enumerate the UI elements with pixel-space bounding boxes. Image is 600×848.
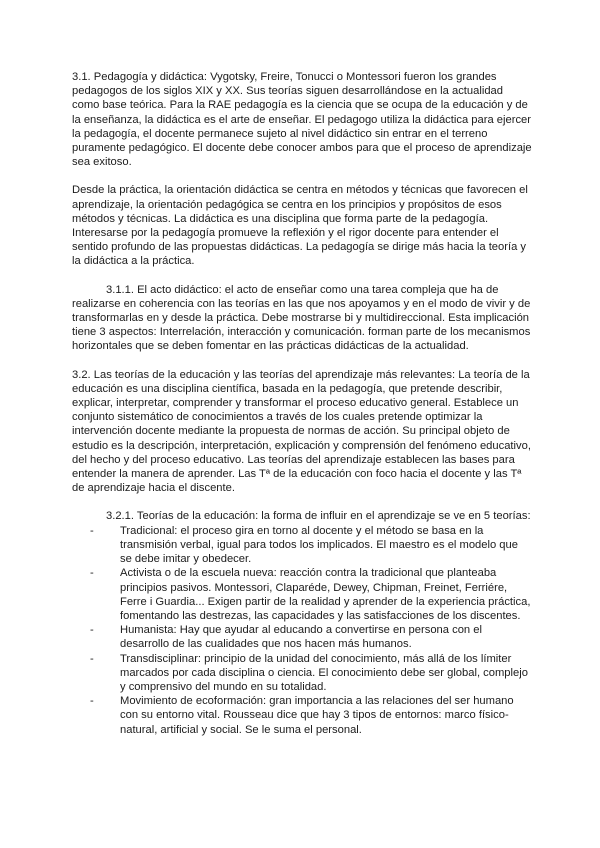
section-3-1-1-paragraph: 3.1.1. El acto didáctico: el acto de enseñar como una tarea compleja que ha de realizarse en coherencia con las teorías en las que nos apoyamos y en el modo de vivir y de transformarlas en y desde la práctica. Debe mostrarse bi y multidireccional. Esta implicación tiene 3 aspectos: Interrelación, interacción y comunicación. forman parte de los mecanismos horizontales que se deben fomentar en las prácticas didácticas de la actualidad. (72, 283, 531, 353)
list-item (72, 623, 532, 651)
theory-text: Movimiento de ecoformación: gran importancia a las relaciones del ser humano con su entorno vital. Rousseau dice que hay 3 tipos de entornos: marco físico-natural, artificial y social. Se le suma el personal. (120, 695, 514, 736)
theory-text: Activista o de la escuela nueva: reacción contra la tradicional que planteaba principios pasivos. Montessori, Claparéde, Dewey, Chipman, Freinet, Ferriére, Ferre i Guardia... Exigen partir de la realidad y aprender de la experiencia práctica, fomentando las destrezas, las capacidades y las satisfacciones de los discentes. (120, 567, 531, 622)
dash-bullet: - (90, 524, 94, 537)
section-3-1-paragraph: 3.1. Pedagogía y didáctica: Vygotsky, Freire, Tonucci o Montessori fueron los grandes pedagogos de los siglos XIX y XX. Sus teorías siguen desarrollándose en la actualidad como base teórica. Para la RAE pedagogía es la ciencia que se ocupa de la educación y de la enseñanza, la didáctica es el arte de enseñar. El pedagogo utiliza la didáctica para ejercer la pedagogía, el docente permanece sujeto al nivel didáctico sin entrar en el terreno puramente pedagógico. El docente debe conocer ambos para que el proceso de aprendizaje sea exitoso. (72, 71, 532, 169)
section-3-2-paragraph: 3.2. Las teorías de la educación y las teorías del aprendizaje más relevantes: La teoría de la educación es una disciplina científica, basada en la pedagogía, que pretende describir, explicar, interpretar, comprender y transformar el proceso educativo general. Establece un conjunto sistemático de conocimientos a través de los cuales pretende optimizar la intervención docente mediante la propuesta de normas de acción. Su principal objeto de estudio es la descripción, interpretación, explicación y comprensión del fenómeno educativo, del hecho y del proceso educativo. Las teorías del aprendizaje establecen las bases para entender la manera de aprender. Las Tª de la educación con foco hacia el docente y las Tª de aprendizaje hacia el discente. (72, 368, 531, 495)
dash-bullet: - (90, 695, 94, 708)
practice-paragraph: Desde la práctica, la orientación didáctica se centra en métodos y técnicas que favorecen el aprendizaje, la orientación pedagógica se centra en los principios y propósitos de esos métodos y técnicas. La didáctica es una disciplina que forma parte de la pedagogía. Interesarse por la pedagogía promueve la reflexión y el rigor docente para entender el sentido profundo de las propuestas didácticas. La pedagogía se dirige más hacia la teoría y la didáctica a la práctica. (72, 184, 528, 268)
dash-bullet: - (90, 652, 94, 665)
dash-bullet: - (90, 624, 94, 637)
theory-text: Transdisciplinar: principio de la unidad del conocimiento, más allá de los límiter marcados por cada disciplina o ciencia. El conocimiento debe ser global, complejo y comprensivo del mundo en su totalidad. (120, 652, 528, 693)
section-3-2-1-heading: 3.2.1. Teorías de la educación: la forma de influir en el aprendizaje se ve en 5 teorías: (106, 510, 531, 523)
document-body (72, 70, 532, 737)
list-item (72, 694, 532, 737)
theory-text: Tradicional: el proceso gira en torno al docente y el método se basa en la transmisión verbal, igual para todos los implicados. El maestro es el modelo que se debe imitar y obedecer. (120, 524, 518, 566)
theory-text: Humanista: Hay que ayudar al educando a convertirse en persona con el desarrollo de las cualidades que nos hacen más humanos. (120, 624, 482, 651)
list-item (72, 566, 532, 623)
theories-list (72, 524, 532, 737)
list-item (72, 652, 532, 695)
dash-bullet: - (90, 567, 94, 580)
list-item (72, 524, 532, 567)
